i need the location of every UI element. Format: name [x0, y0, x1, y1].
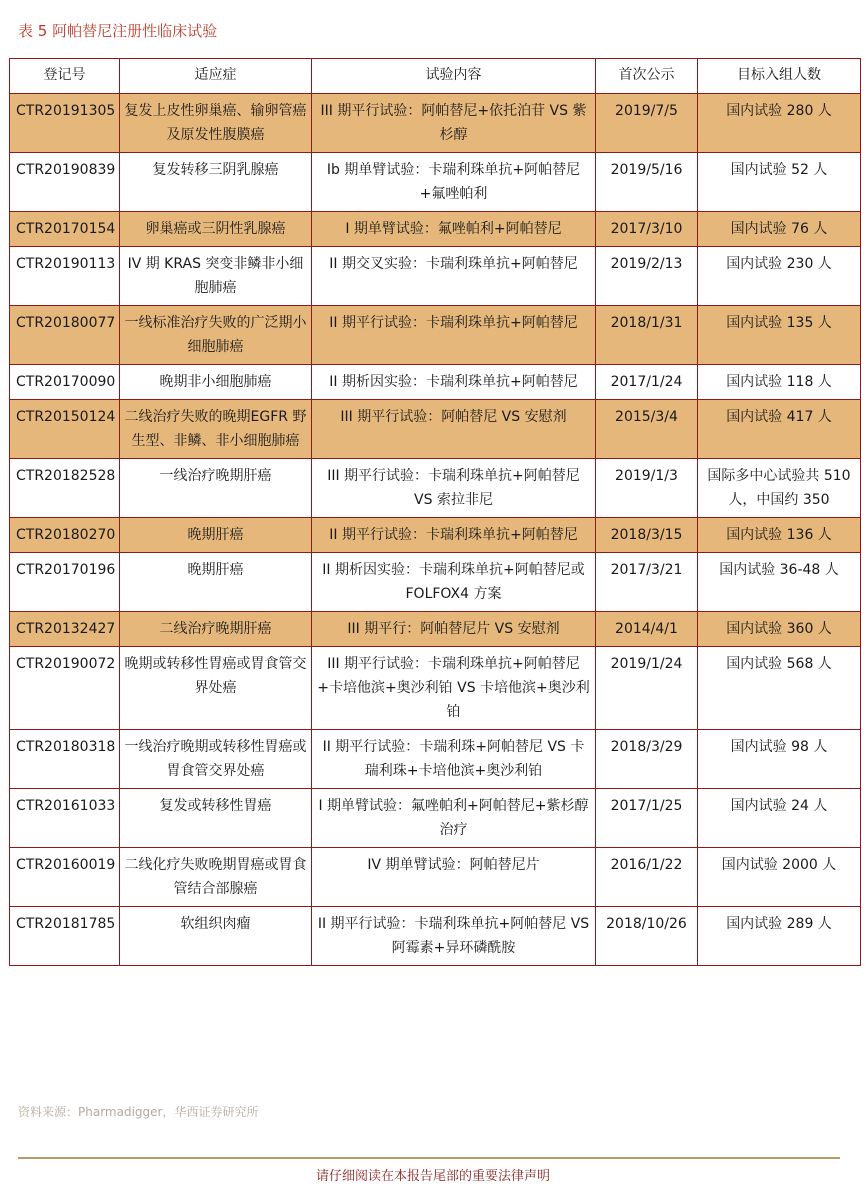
table-row: [10, 848, 861, 907]
cell-registration-no: CTR20180318: [10, 730, 120, 789]
cell-target-enrollment: 国内试验 36-48 人: [698, 553, 861, 612]
table-row: [10, 247, 861, 306]
cell-target-enrollment: 国内试验 98 人: [698, 730, 861, 789]
cell-trial-content: Ib 期单臂试验：卡瑞利珠单抗+阿帕替尼+氟唑帕利: [312, 153, 596, 212]
cell-first-published: 2017/1/25: [596, 789, 698, 848]
cell-indication: 一线标准治疗失败的广泛期小细胞肺癌: [120, 306, 312, 365]
cell-indication: 一线治疗晚期肝癌: [120, 459, 312, 518]
table-row: [10, 212, 861, 247]
header-indication: 适应症: [120, 59, 312, 94]
table-row: [10, 730, 861, 789]
cell-first-published: 2017/1/24: [596, 365, 698, 400]
table-header-row: [10, 59, 861, 94]
cell-trial-content: III 期平行试验：阿帕替尼+依托泊苷 VS 紫杉醇: [312, 94, 596, 153]
cell-indication: 二线化疗失败晚期胃癌或胃食管结合部腺癌: [120, 848, 312, 907]
cell-registration-no: CTR20182528: [10, 459, 120, 518]
table-row: [10, 400, 861, 459]
cell-target-enrollment: 国内试验 136 人: [698, 518, 861, 553]
table-row: [10, 612, 861, 647]
cell-registration-no: CTR20161033: [10, 789, 120, 848]
cell-indication: 二线治疗失败的晚期EGFR 野生型、非鳞、非小细胞肺癌: [120, 400, 312, 459]
cell-target-enrollment: 国内试验 76 人: [698, 212, 861, 247]
cell-target-enrollment: 国内试验 360 人: [698, 612, 861, 647]
cell-registration-no: CTR20150124: [10, 400, 120, 459]
cell-indication: 一线治疗晚期或转移性胃癌或胃食管交界处癌: [120, 730, 312, 789]
cell-trial-content: II 期平行试验：卡瑞利珠+阿帕替尼 VS 卡瑞利珠+卡培他滨+奥沙利铂: [312, 730, 596, 789]
cell-first-published: 2018/3/15: [596, 518, 698, 553]
cell-indication: IV 期 KRAS 突变非鳞非小细胞肺癌: [120, 247, 312, 306]
header-target-enrollment: 目标入组人数: [698, 59, 861, 94]
cell-target-enrollment: 国内试验 118 人: [698, 365, 861, 400]
table-row: [10, 553, 861, 612]
table-row: [10, 647, 861, 730]
cell-indication: 晚期非小细胞肺癌: [120, 365, 312, 400]
cell-first-published: 2018/1/31: [596, 306, 698, 365]
cell-indication: 卵巢癌或三阴性乳腺癌: [120, 212, 312, 247]
cell-indication: 晚期或转移性胃癌或胃食管交界处癌: [120, 647, 312, 730]
table-body: [10, 94, 861, 966]
cell-registration-no: CTR20190072: [10, 647, 120, 730]
table-row: [10, 94, 861, 153]
cell-target-enrollment: 国际多中心试验共 510 人，中国约 350: [698, 459, 861, 518]
cell-first-published: 2017/3/10: [596, 212, 698, 247]
header-registration-no: 登记号: [10, 59, 120, 94]
table-row: [10, 306, 861, 365]
cell-target-enrollment: 国内试验 230 人: [698, 247, 861, 306]
cell-target-enrollment: 国内试验 417 人: [698, 400, 861, 459]
cell-indication: 复发或转移性胃癌: [120, 789, 312, 848]
cell-registration-no: CTR20170090: [10, 365, 120, 400]
table-row: [10, 153, 861, 212]
cell-first-published: 2019/1/24: [596, 647, 698, 730]
cell-first-published: 2015/3/4: [596, 400, 698, 459]
cell-target-enrollment: 国内试验 135 人: [698, 306, 861, 365]
table-row: [10, 789, 861, 848]
cell-first-published: 2019/5/16: [596, 153, 698, 212]
cell-target-enrollment: 国内试验 280 人: [698, 94, 861, 153]
clinical-trials-table: [9, 58, 861, 966]
cell-indication: 复发转移三阴乳腺癌: [120, 153, 312, 212]
cell-first-published: 2018/3/29: [596, 730, 698, 789]
cell-registration-no: CTR20132427: [10, 612, 120, 647]
legal-notice: 请仔细阅读在本报告尾部的重要法律声明: [315, 1169, 550, 1184]
cell-indication: 复发上皮性卵巢癌、输卵管癌及原发性腹膜癌: [120, 94, 312, 153]
table-title: 表 5 阿帕替尼注册性临床试验: [18, 22, 218, 40]
cell-registration-no: CTR20160019: [10, 848, 120, 907]
cell-trial-content: I 期单臂试验：氟唑帕利+阿帕替尼+紫杉醇治疗: [312, 789, 596, 848]
cell-trial-content: II 期析因实验：卡瑞利珠单抗+阿帕替尼或 FOLFOX4 方案: [312, 553, 596, 612]
cell-target-enrollment: 国内试验 2000 人: [698, 848, 861, 907]
cell-trial-content: II 期交叉实验：卡瑞利珠单抗+阿帕替尼: [312, 247, 596, 306]
cell-registration-no: CTR20191305: [10, 94, 120, 153]
cell-indication: 晚期肝癌: [120, 553, 312, 612]
source-note: 资料来源：Pharmadigger，华西证券研究所: [18, 1105, 259, 1119]
cell-first-published: 2019/1/3: [596, 459, 698, 518]
cell-trial-content: II 期平行试验：卡瑞利珠单抗+阿帕替尼 VS 阿霉素+异环磷酰胺: [312, 907, 596, 966]
cell-indication: 晚期肝癌: [120, 518, 312, 553]
cell-target-enrollment: 国内试验 289 人: [698, 907, 861, 966]
cell-registration-no: CTR20190113: [10, 247, 120, 306]
cell-registration-no: CTR20180270: [10, 518, 120, 553]
cell-indication: 二线治疗晚期肝癌: [120, 612, 312, 647]
cell-registration-no: CTR20181785: [10, 907, 120, 966]
cell-indication: 软组织肉瘤: [120, 907, 312, 966]
cell-first-published: 2019/7/5: [596, 94, 698, 153]
cell-first-published: 2019/2/13: [596, 247, 698, 306]
table-row: [10, 459, 861, 518]
cell-trial-content: I 期单臂试验：氟唑帕利+阿帕替尼: [312, 212, 596, 247]
table-row: [10, 907, 861, 966]
cell-trial-content: II 期平行试验：卡瑞利珠单抗+阿帕替尼: [312, 518, 596, 553]
cell-registration-no: CTR20190839: [10, 153, 120, 212]
cell-trial-content: II 期平行试验：卡瑞利珠单抗+阿帕替尼: [312, 306, 596, 365]
table-row: [10, 365, 861, 400]
cell-first-published: 2018/10/26: [596, 907, 698, 966]
header-trial-content: 试验内容: [312, 59, 596, 94]
cell-trial-content: III 期平行试验：阿帕替尼 VS 安慰剂: [312, 400, 596, 459]
cell-trial-content: II 期析因实验：卡瑞利珠单抗+阿帕替尼: [312, 365, 596, 400]
cell-target-enrollment: 国内试验 24 人: [698, 789, 861, 848]
cell-registration-no: CTR20180077: [10, 306, 120, 365]
cell-trial-content: III 期平行：阿帕替尼片 VS 安慰剂: [312, 612, 596, 647]
cell-target-enrollment: 国内试验 52 人: [698, 153, 861, 212]
cell-first-published: 2017/3/21: [596, 553, 698, 612]
table-row: [10, 518, 861, 553]
cell-registration-no: CTR20170154: [10, 212, 120, 247]
cell-trial-content: IV 期单臂试验：阿帕替尼片: [312, 848, 596, 907]
cell-first-published: 2014/4/1: [596, 612, 698, 647]
cell-registration-no: CTR20170196: [10, 553, 120, 612]
footer-divider: [18, 1157, 840, 1159]
header-first-published: 首次公示: [596, 59, 698, 94]
cell-trial-content: III 期平行试验：卡瑞利珠单抗+阿帕替尼 VS 索拉非尼: [312, 459, 596, 518]
cell-target-enrollment: 国内试验 568 人: [698, 647, 861, 730]
cell-first-published: 2016/1/22: [596, 848, 698, 907]
cell-trial-content: III 期平行试验：卡瑞利珠单抗+阿帕替尼+卡培他滨+奥沙利铂 VS 卡培他滨+奥沙利铂: [312, 647, 596, 730]
